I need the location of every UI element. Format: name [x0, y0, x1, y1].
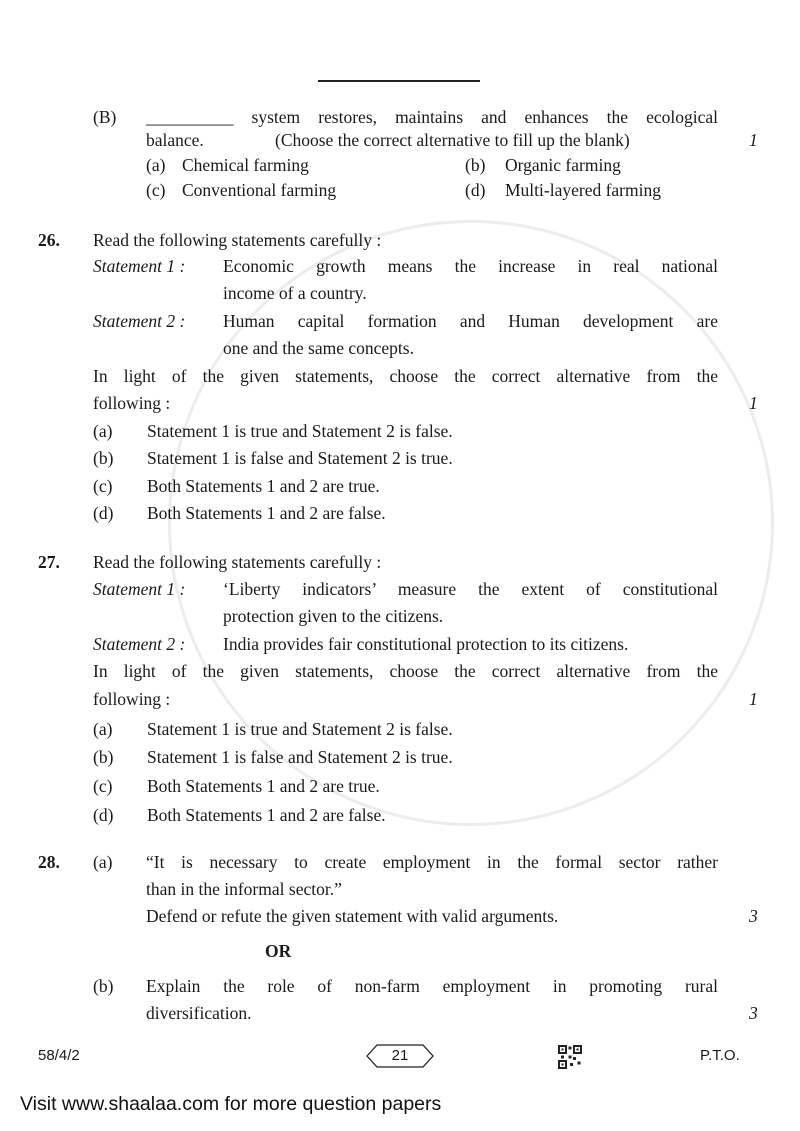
statement-text: Human capital formation and Human development are [223, 311, 718, 331]
question-number: 27. [38, 552, 60, 572]
page-number: 21 [391, 1047, 409, 1064]
option-text: Statement 1 is false and Statement 2 is true. [147, 747, 453, 767]
statement-label: Statement 2 : [93, 311, 186, 331]
please-turn-over: P.T.O. [700, 1047, 740, 1064]
statement-text: protection given to the citizens. [223, 606, 444, 626]
option-text: Statement 1 is false and Statement 2 is true. [147, 448, 453, 468]
question-number: 26. [38, 230, 60, 250]
question-text: In light of the given statements, choose the correct alternative from the [93, 661, 718, 681]
option-text: Multi-layered farming [505, 180, 661, 200]
question-text: balance. [146, 130, 204, 150]
question-text: Read the following statements carefully : [93, 230, 382, 250]
statement-text: ‘Liberty indicators’ measure the extent of constitutional [223, 579, 718, 599]
question-instruction: (Choose the correct alternative to fill up the blank) [275, 130, 630, 150]
question-text: following : [93, 689, 171, 709]
option-text: Statement 1 is true and Statement 2 is false. [147, 421, 453, 441]
option-key: (a) [146, 155, 166, 175]
option-text: Both Statements 1 and 2 are false. [147, 503, 386, 523]
or-separator: OR [265, 941, 292, 961]
option-key: (a) [93, 852, 113, 872]
option-text: Both Statements 1 and 2 are true. [147, 776, 380, 796]
option-key: (d) [93, 805, 114, 825]
option-key: (b) [465, 155, 486, 175]
question-number: 28. [38, 852, 60, 872]
question-text: Explain the role of non-farm employment in promoting rural [146, 976, 718, 996]
option-key: (c) [93, 776, 113, 796]
option-text: Organic farming [505, 155, 621, 175]
question-text: __________ system restores, maintains and enhances the ecological [146, 107, 718, 127]
statement-label: Statement 1 : [93, 579, 186, 599]
question-text: following : [93, 393, 171, 413]
option-text: Conventional farming [182, 180, 337, 200]
marks: 3 [749, 906, 758, 926]
statement-label: Statement 2 : [93, 634, 186, 654]
question-label: (B) [93, 107, 117, 127]
option-text: Chemical farming [182, 155, 309, 175]
paper-code: 58/4/2 [38, 1047, 80, 1064]
question-text: “It is necessary to create employment in the formal sector rather [146, 852, 718, 872]
marks: 3 [749, 1003, 758, 1023]
option-text: Statement 1 is true and Statement 2 is false. [147, 719, 453, 739]
option-key: (a) [93, 421, 113, 441]
option-key: (d) [93, 503, 114, 523]
option-text: Both Statements 1 and 2 are false. [147, 805, 386, 825]
section-divider [318, 80, 480, 82]
statement-text: one and the same concepts. [223, 338, 414, 358]
option-key: (c) [146, 180, 166, 200]
question-text: Defend or refute the given statement with valid arguments. [146, 906, 559, 926]
option-text: Both Statements 1 and 2 are true. [147, 476, 380, 496]
question-text: diversification. [146, 1003, 252, 1023]
marks: 1 [749, 130, 758, 150]
option-key: (b) [93, 976, 114, 996]
option-key: (a) [93, 719, 113, 739]
marks: 1 [749, 689, 758, 709]
statement-label: Statement 1 : [93, 256, 186, 276]
option-key: (b) [93, 448, 114, 468]
statement-text: India provides fair constitutional protection to its citizens. [223, 634, 629, 654]
option-key: (d) [465, 180, 486, 200]
marks: 1 [749, 393, 758, 413]
question-text: In light of the given statements, choose the correct alternative from the [93, 366, 718, 386]
question-text: than in the informal sector.” [146, 879, 342, 899]
promo-link-text: Visit www.shaalaa.com for more question papers [20, 1093, 442, 1115]
question-text: Read the following statements carefully : [93, 552, 382, 572]
option-key: (c) [93, 476, 113, 496]
statement-text: income of a country. [223, 283, 367, 303]
option-key: (b) [93, 747, 114, 767]
statement-text: Economic growth means the increase in real national [223, 256, 718, 276]
qr-code-icon [558, 1045, 582, 1069]
